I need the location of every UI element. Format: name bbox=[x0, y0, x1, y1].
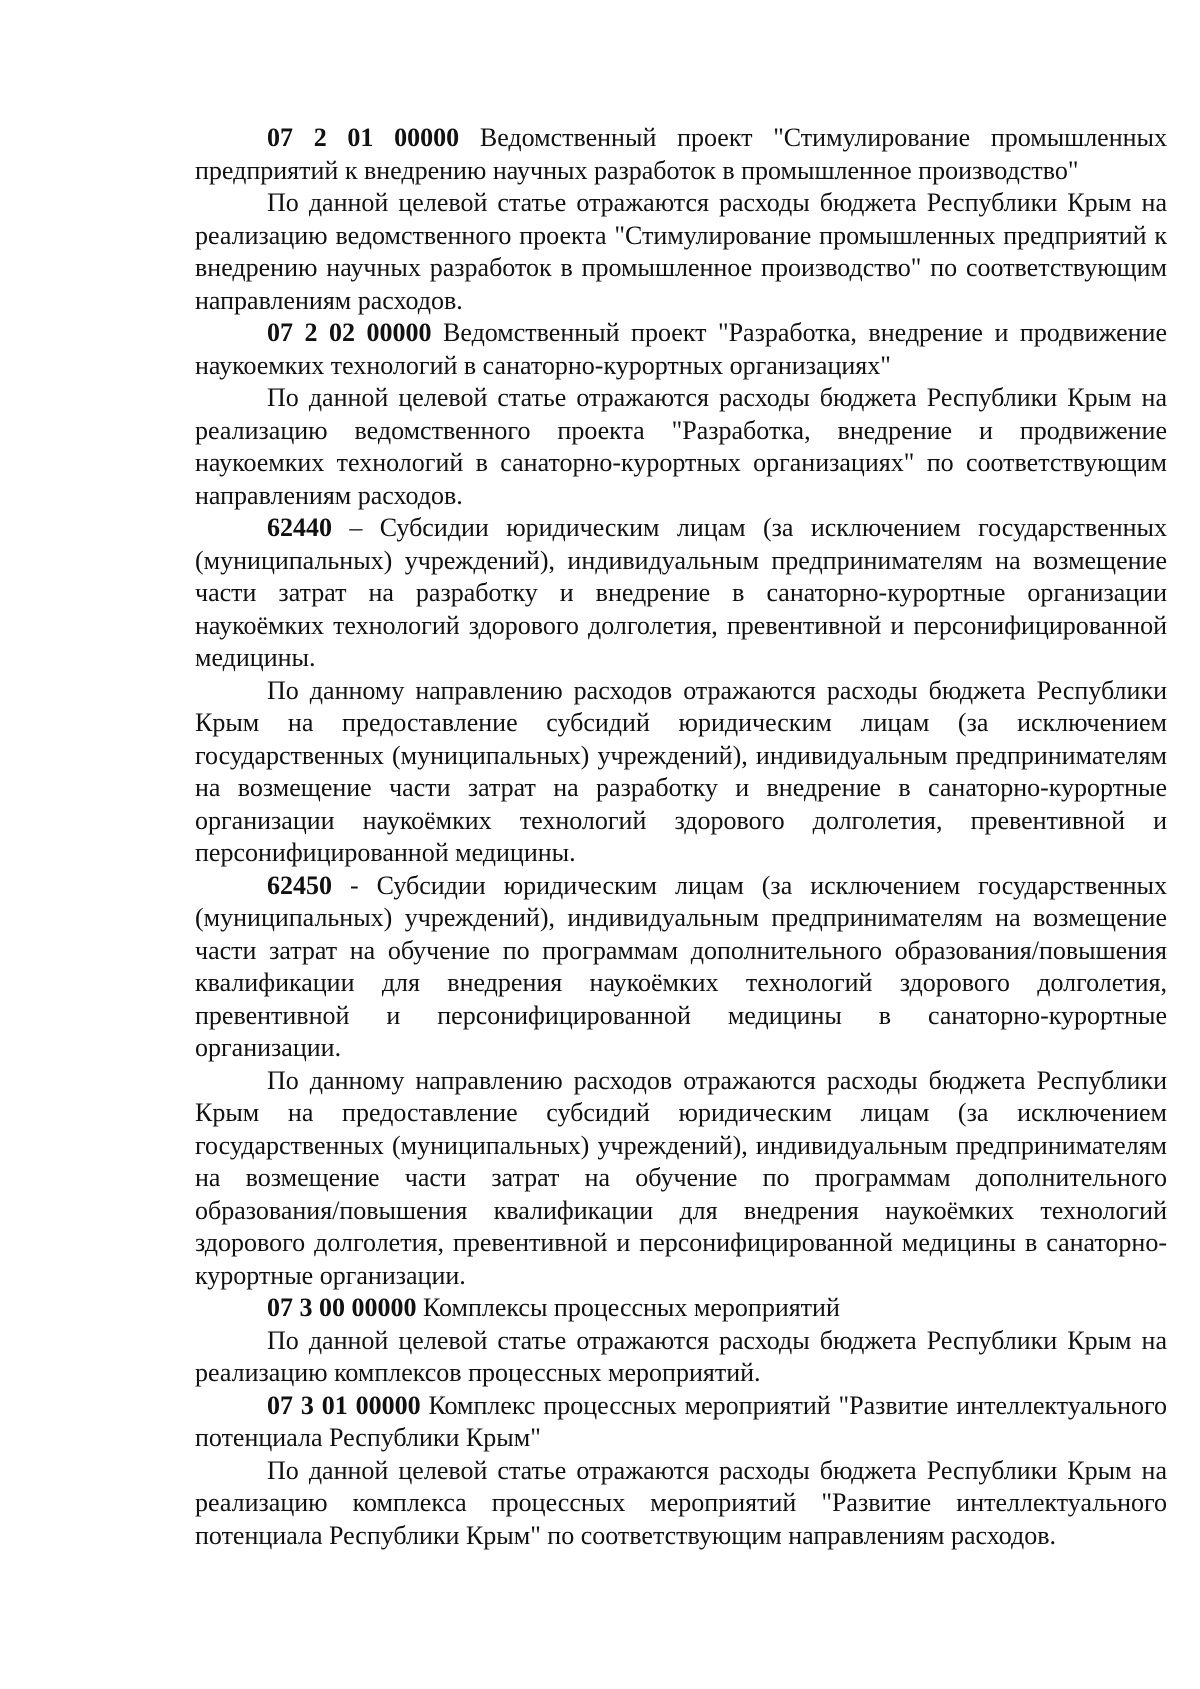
paragraph-text: По данному направлению расходов отражаются расходы бюджета Республики Крым на предоставление субсидий юридическим лицам (за исключением государственных (муниципальных) учреждений), индивидуальным предпринимателям на возмещение части затрат на разработку и внедрение в санаторно-курортные организации наукоёмких технологий здорового долголетия, превентивной и персонифицированной медицины. bbox=[195, 675, 1167, 867]
paragraph-expense-direction-62440 bbox=[195, 512, 1167, 675]
paragraph-text: По данной целевой статье отражаются расходы бюджета Республики Крым на реализацию ведомственного проекта "Стимулирование промышленных предприятий к внедрению научных разработок в промышленное производство" по соответствующим направлениям расходов. bbox=[195, 188, 1167, 315]
paragraph-description bbox=[195, 382, 1167, 512]
expense-code: 62440 bbox=[267, 513, 332, 542]
paragraph-text: Ведомственный проект "Разработка, внедрение и продвижение наукоемких технологий в санаторно-курортных организациях" bbox=[195, 318, 1168, 380]
budget-code: 07 2 02 00000 bbox=[267, 318, 432, 347]
budget-code: 07 3 01 00000 bbox=[267, 1390, 421, 1420]
expense-code: 62450 bbox=[267, 870, 332, 900]
paragraph-description bbox=[195, 675, 1167, 870]
budget-code: 07 2 01 00000 bbox=[267, 123, 460, 152]
paragraph-target-article-07-3-00 bbox=[195, 1292, 1167, 1325]
paragraph-description bbox=[195, 1065, 1167, 1293]
paragraph-description bbox=[195, 1455, 1167, 1553]
paragraph-text: Комплексы процессных мероприятий bbox=[416, 1293, 840, 1322]
paragraph-text: По данной целевой статье отражаются расходы бюджета Республики Крым на реализацию ведомственного проекта "Разработка, внедрение и продвижение наукоемких технологий в санаторно-курортных организациях" по соответствующим направлениям расходов. bbox=[195, 383, 1167, 510]
paragraph-expense-direction-62450 bbox=[195, 870, 1167, 1065]
paragraph-text: По данной целевой статье отражаются расходы бюджета Республики Крым на реализацию комплексов процессных мероприятий. bbox=[195, 1325, 1167, 1387]
paragraph-target-article-07-3-01 bbox=[195, 1390, 1167, 1455]
paragraph-target-article-07-2-01 bbox=[195, 122, 1167, 187]
paragraph-target-article-07-2-02 bbox=[195, 317, 1167, 382]
paragraph-text: По данному направлению расходов отражаются расходы бюджета Республики Крым на предоставление субсидий юридическим лицам (за исключением государственных (муниципальных) учреждений), индивидуальным предпринимателям на возмещение части затрат на обучение по программам дополнительного образования/повышения квалификации для внедрения наукоёмких технологий здорового долголетия, превентивной и персонифицированной медицины в санаторно-курортные организации. bbox=[195, 1065, 1167, 1290]
paragraph-text: Ведомственный проект "Стимулирование промышленных предприятий к внедрению научных разработок в промышленное производство" bbox=[195, 123, 1168, 185]
paragraph-description bbox=[195, 187, 1167, 317]
budget-code: 07 3 00 00000 bbox=[267, 1293, 417, 1322]
paragraph-description bbox=[195, 1325, 1167, 1390]
paragraph-text: - Субсидии юридическим лицам (за исключением государственных (муниципальных) учреждений), индивидуальным предпринимателям на возмещение части затрат на обучение по программам дополнительного образования/повышения квалификации для внедрения наукоёмких технологий здорового долголетия, превентивной и персонифицированной медицины в санаторно-курортные организации. bbox=[195, 870, 1167, 1062]
paragraph-text: – Субсидии юридическим лицам (за исключением государственных (муниципальных) учреждений), индивидуальным предпринимателям на возмещение части затрат на разработку и внедрение в санаторно-курортные организации наукоёмких технологий здорового долголетия, превентивной и персонифицированной медицины. bbox=[195, 513, 1167, 672]
document-body bbox=[195, 122, 1167, 1552]
paragraph-text: Комплекс процессных мероприятий "Развитие интеллектуального потенциала Республики Крым" bbox=[195, 1390, 1168, 1452]
paragraph-text: По данной целевой статье отражаются расходы бюджета Республики Крым на реализацию комплекса процессных мероприятий "Развитие интеллектуального потенциала Республики Крым" по соответствующим направлениям расходов. bbox=[195, 1455, 1167, 1550]
